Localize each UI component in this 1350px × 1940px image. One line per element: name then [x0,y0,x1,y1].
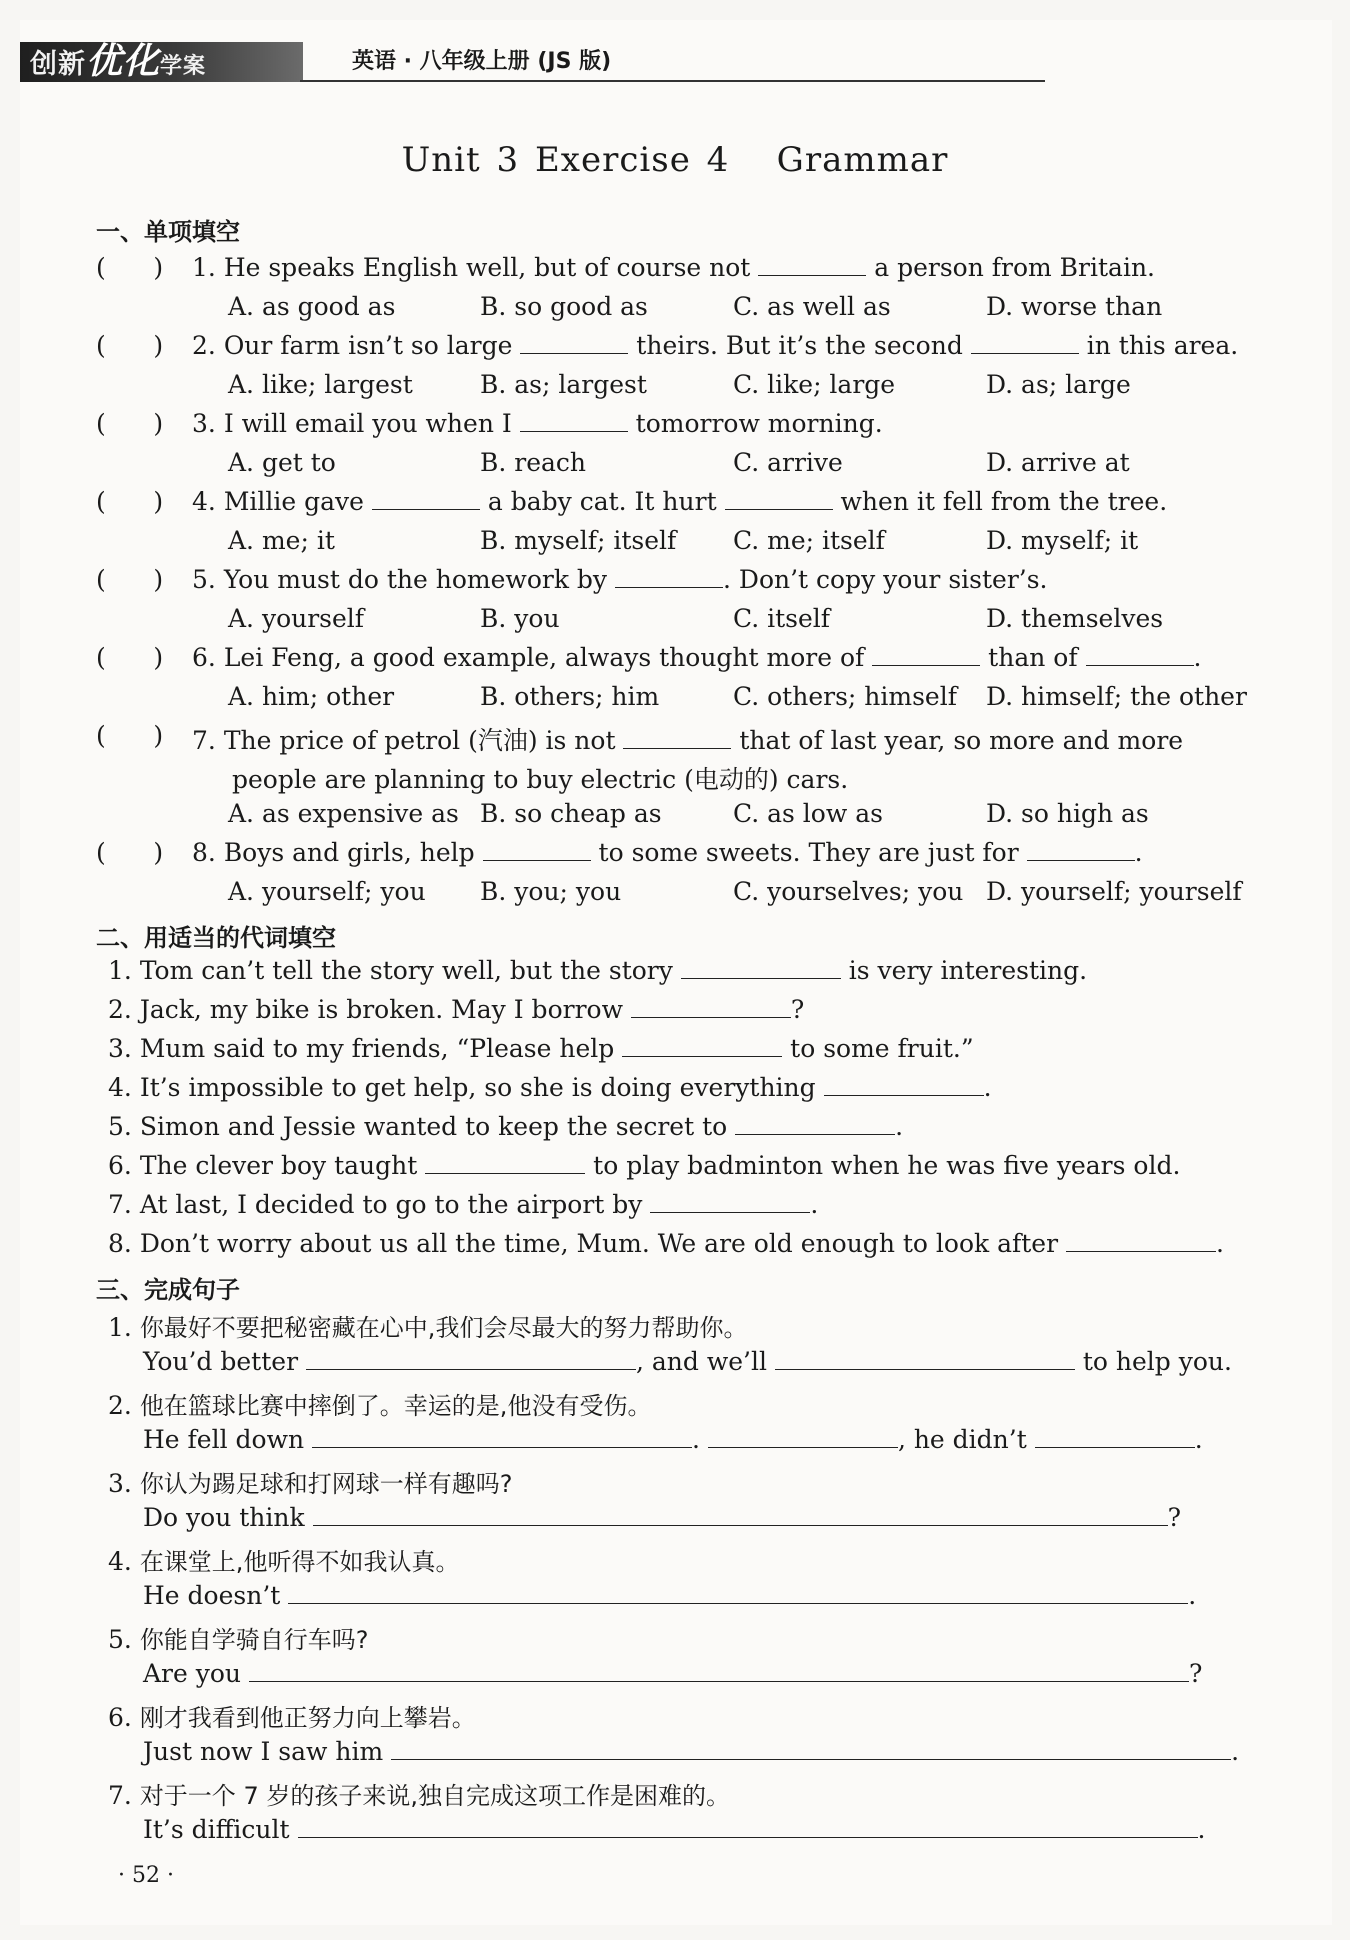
question-line-cont: people are planning to buy electric (电动的) cars. [232,765,849,794]
question-line: 7. The price of petrol (汽油) is not that of last year, so more and more [192,726,1184,755]
answer-paren: ( ) [96,487,164,516]
option-a: A. yourself; you [228,877,426,906]
answer-blank[interactable] [288,1581,1188,1604]
answer-line: You’d better , and we’ll to help you. [143,1347,1232,1376]
answer-blank[interactable] [971,331,1079,354]
answer-blank[interactable] [425,1151,585,1174]
question-line: 6. Lei Feng, a good example, always thought more of than of . [192,643,1202,672]
question-line: 4. It’s impossible to get help, so she is doing everything . [108,1073,992,1102]
option-b: B. as; largest [480,370,647,399]
question-line: 3. Mum said to my friends, “Please help to some fruit.” [108,1034,974,1063]
section-heading-1: 一、单项填空 [96,218,240,246]
book-title: 英语 · 八年级上册 (JS 版) [352,49,612,74]
answer-line: Do you think ? [143,1503,1182,1532]
question-line: 3. 你认为踢足球和打网球一样有趣吗? [108,1469,513,1498]
option-a: A. yourself [228,604,365,633]
option-b: B. others; him [480,682,660,711]
answer-line: He fell down . , he didn’t . [143,1425,1203,1454]
page-title: Unit 3 Exercise 4 Grammar [401,140,949,180]
answer-blank[interactable] [313,1503,1168,1526]
option-a: A. him; other [228,682,395,711]
answer-paren: ( ) [96,565,164,594]
answer-line: He doesn’t . [143,1581,1197,1610]
answer-blank[interactable] [708,1425,898,1448]
section-heading-3: 三、完成句子 [96,1276,240,1304]
page-number: · 52 · [118,1863,174,1888]
option-c: C. arrive [733,448,843,477]
answer-blank[interactable] [622,1034,782,1057]
answer-paren: ( ) [96,721,164,750]
question-line: 4. 在课堂上,他听得不如我认真。 [108,1547,460,1576]
question-line: 6. 刚才我看到他正努力向上攀岩。 [108,1703,476,1732]
answer-blank[interactable] [520,409,628,432]
option-d: D. worse than [986,292,1163,321]
answer-line: Are you ? [143,1659,1203,1688]
answer-blank[interactable] [1066,1229,1216,1252]
question-line: 5. Simon and Jessie wanted to keep the secret to . [108,1112,904,1141]
option-c: C. like; large [733,370,896,399]
option-a: A. as expensive as [228,799,459,828]
option-b: B. myself; itself [480,526,677,555]
question-line: 5. You must do the homework by . Don’t copy your sister’s. [192,565,1048,594]
answer-blank[interactable] [306,1347,636,1370]
option-d: D. as; large [986,370,1131,399]
question-line: 7. At last, I decided to go to the airport by . [108,1190,819,1219]
question-line: 3. I will email you when I tomorrow morning. [192,409,883,438]
question-line: 8. Boys and girls, help to some sweets. They are just for . [192,838,1143,867]
answer-blank[interactable] [775,1347,1075,1370]
option-d: D. so high as [986,799,1149,828]
answer-blank[interactable] [631,995,791,1018]
option-b: B. reach [480,448,587,477]
brand-logo: 创新优化学案 [30,41,207,82]
option-d: D. himself; the other [986,682,1247,711]
option-c: C. yourselves; you [733,877,964,906]
answer-blank[interactable] [1027,838,1135,861]
option-b: B. you [480,604,560,633]
option-a: A. as good as [228,292,396,321]
question-line: 5. 你能自学骑自行车吗? [108,1625,369,1654]
question-line: 8. Don’t worry about us all the time, Mum. We are old enough to look after . [108,1229,1224,1258]
question-line: 7. 对于一个 7 岁的孩子来说,独自完成这项工作是困难的。 [108,1781,730,1810]
answer-blank[interactable] [735,1112,895,1135]
option-d: D. yourself; yourself [986,877,1242,906]
answer-paren: ( ) [96,331,164,360]
question-line: 4. Millie gave a baby cat. It hurt when it fell from the tree. [192,487,1168,516]
question-line: 1. He speaks English well, but of course not a person from Britain. [192,253,1155,282]
answer-blank[interactable] [758,253,866,276]
answer-blank[interactable] [615,565,723,588]
answer-blank[interactable] [520,331,628,354]
option-c: C. me; itself [733,526,885,555]
answer-blank[interactable] [623,726,731,749]
option-c: C. as well as [733,292,891,321]
option-b: B. so good as [480,292,648,321]
option-d: D. arrive at [986,448,1130,477]
answer-line: It’s difficult . [143,1815,1206,1844]
answer-paren: ( ) [96,253,164,282]
option-b: B. you; you [480,877,622,906]
answer-line: Just now I saw him . [143,1737,1240,1766]
question-line: 6. The clever boy taught to play badminton when he was five years old. [108,1151,1181,1180]
answer-paren: ( ) [96,838,164,867]
question-line: 2. Our farm isn’t so large theirs. But it’s the second in this area. [192,331,1239,360]
option-d: D. myself; it [986,526,1139,555]
section-heading-2: 二、用适当的代词填空 [96,924,336,952]
answer-blank[interactable] [312,1425,692,1448]
option-c: C. others; himself [733,682,957,711]
answer-blank[interactable] [1035,1425,1195,1448]
option-a: A. get to [228,448,336,477]
question-line: 1. Tom can’t tell the story well, but the story is very interesting. [108,956,1088,985]
answer-blank[interactable] [824,1073,984,1096]
answer-blank[interactable] [249,1659,1189,1682]
question-line: 2. Jack, my bike is broken. May I borrow ? [108,995,805,1024]
option-b: B. so cheap as [480,799,662,828]
answer-blank[interactable] [725,487,833,510]
answer-blank[interactable] [1086,643,1194,666]
answer-paren: ( ) [96,643,164,672]
option-c: C. itself [733,604,831,633]
question-line: 1. 你最好不要把秘密藏在心中,我们会尽最大的努力帮助你。 [108,1313,748,1342]
answer-paren: ( ) [96,409,164,438]
option-a: A. like; largest [228,370,413,399]
answer-blank[interactable] [681,956,841,979]
header-rule [300,80,1045,82]
option-a: A. me; it [228,526,335,555]
answer-blank[interactable] [372,487,480,510]
question-line: 2. 他在篮球比赛中摔倒了。幸运的是,他没有受伤。 [108,1391,652,1420]
answer-blank[interactable] [483,838,591,861]
answer-blank[interactable] [872,643,980,666]
option-d: D. themselves [986,604,1164,633]
answer-blank[interactable] [650,1190,810,1213]
answer-blank[interactable] [391,1737,1231,1760]
answer-blank[interactable] [298,1815,1198,1838]
option-c: C. as low as [733,799,883,828]
